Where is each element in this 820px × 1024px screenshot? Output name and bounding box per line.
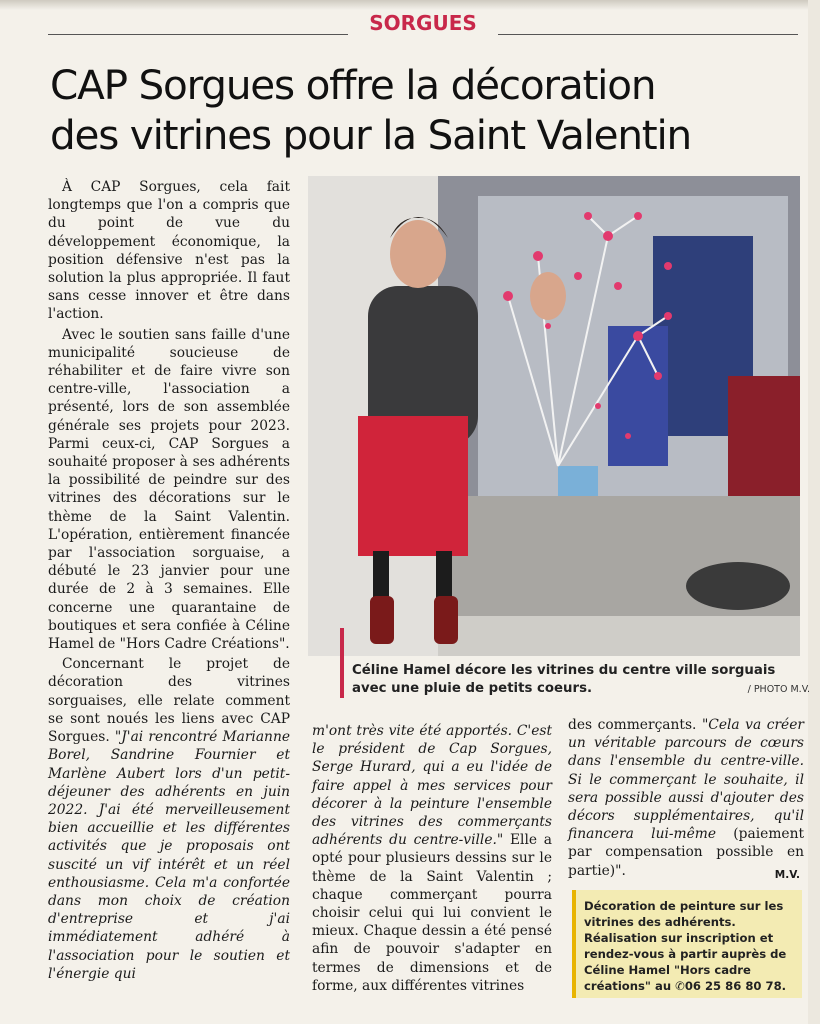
article-column-2 xyxy=(312,722,552,997)
caption-accent-bar xyxy=(340,628,344,698)
photo-illustration xyxy=(308,176,800,656)
paragraph-closing-lead: des commerçants. " xyxy=(568,717,709,733)
page-right-edge xyxy=(808,0,820,1024)
paragraph-support: Avec le soutien sans faille d'une municipalité soucieuse de réhabiliter et de faire vivre son centre-ville, l'association a présenté, lors de son assemblée générale ses projets pour 2023. Parmi ceux-ci, CAP Sorgues a souhaité proposer à ses adhérents la possibilité de peindre sur des vitrines des décorations sur le thème de la Saint Valentin. L'opération, entièrement financée par l'association sorguaise, a débuté le 23 janvier pour une durée de 2 à 3 semaines. Elle concerne une quarantaine de boutiques et sera confiée à Céline Hamel de "Hors Cadre Créations". xyxy=(48,326,290,653)
paragraph-project xyxy=(48,655,290,983)
headline-line-1: CAP Sorgues offre la décoration xyxy=(50,61,656,109)
article-column-1 xyxy=(48,178,290,985)
article-photo xyxy=(308,176,800,656)
contact-infobox xyxy=(572,890,802,998)
quote-meeting: J'ai rencontré Marianne Borel, Sandrine Fournier et Marlène Aubert lors d'un petit-déjeuner des adhérents en juin 2022. J'ai été merveilleusement bien accueillie et les différentes activités que je proposais ont suscité un vif intérêt et un réel enthousiasme. Cela m'a confortée dans mon choix de création d'entreprise et j'ai immédiatement adhéré à l'association pour le soutien et l'énergie qui xyxy=(48,729,290,982)
header-rule-left xyxy=(48,34,348,35)
paragraph-designs: " Elle a opté pour plusieurs dessins sur le thème de la Saint Valentin ; chaque commerçant pourra choisir celui qui lui convient le mieux. Chaque dessin a été pensé afin de pouvoir s'adapter en termes de dimensions et de forme, aux différentes vitrines xyxy=(312,832,552,994)
paragraph-quote-continued xyxy=(312,722,552,995)
header-rule-right xyxy=(498,34,798,35)
article-column-3 xyxy=(568,716,804,882)
paragraph-closing-end: (paiement par compensation possible en partie)". xyxy=(568,826,804,879)
paragraph-intro: À CAP Sorgues, cela fait longtemps que l'on a compris que du point de vue du développement économique, la position défensive n'est pas la solution la plus appropriée. Il faut sans cesse innover et être dans l'action. xyxy=(48,179,290,323)
author-signature: M.V. xyxy=(774,869,800,881)
photo-credit: / PHOTO M.V. xyxy=(747,684,810,695)
headline-line-2: des vitrines pour la Saint Valentin xyxy=(50,111,692,159)
photo-caption: Céline Hamel décore les vitrines du centre ville sorguais avec une pluie de petits coeurs. xyxy=(352,663,776,696)
infobox-text: Décoration de peinture sur les vitrines des adhérents. Réalisation sur inscription et rendez-vous à partir auprès de Céline Hamel "Hors cadre créations" au ✆06 25 86 80 78. xyxy=(584,899,787,993)
headline xyxy=(50,60,770,160)
quote-route: Cela va créer un véritable parcours de cœurs dans l'ensemble du centre-ville. Si le commerçant le souhaite, il sera possible aussi d'ajouter des décors supplémentaires, qu'il financera lui-même xyxy=(568,717,804,843)
paragraph-closing xyxy=(568,716,804,880)
section-label: SORGUES xyxy=(369,11,477,35)
quote-president: m'ont très vite été apportés. C'est le président de Cap Sorgues, Serge Hurard, qui a eu l'idée de faire appel à mes services pour décorer à la peinture l'ensemble des vitrines des commerçants adhérents du centre-ville. xyxy=(312,723,552,849)
paragraph-project-lead: Concernant le projet de décoration des vitrines sorguaises, elle relate comment se sont noués les liens avec CAP Sorgues. " xyxy=(48,656,290,746)
